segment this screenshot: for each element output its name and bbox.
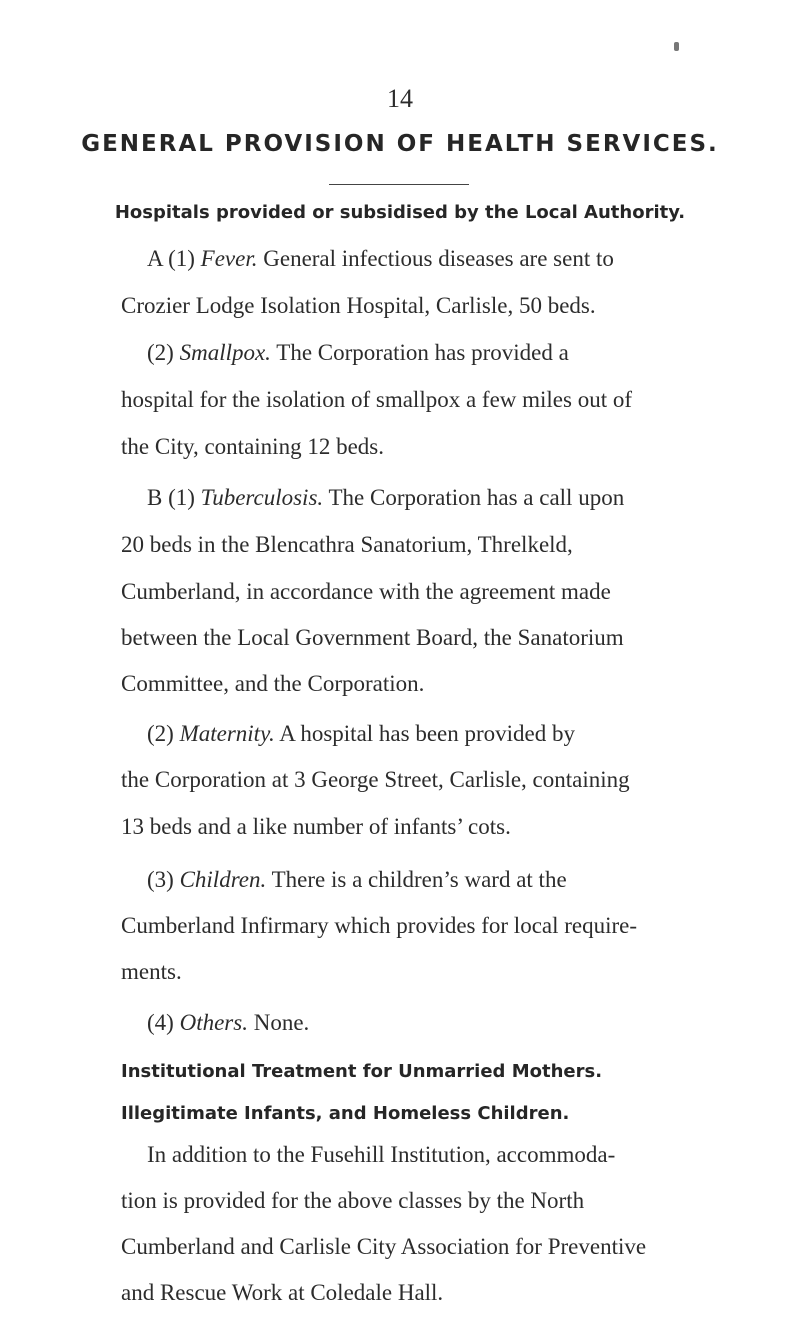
paragraph-line: 20 beds in the Blencathra Sanatorium, Threlkeld, xyxy=(121,532,573,557)
paragraph-line: Cumberland and Carlisle City Association for Preventive xyxy=(121,1234,647,1259)
paragraph-line: (2) Smallpox. The Corporation has provided a xyxy=(147,340,569,365)
section-title-institutional: Institutional Treatment for Unmarried Mothers. xyxy=(121,1061,603,1082)
section-title-illegitimate: Illegitimate Infants, and Homeless Children. xyxy=(121,1103,570,1124)
paragraph-line: between the Local Government Board, the Sanatorium xyxy=(121,625,624,650)
paragraph-line: hospital for the isolation of smallpox a few miles out of xyxy=(121,387,633,412)
paragraph-line: Committee, and the Corporation. xyxy=(121,671,425,696)
page-number: 14 xyxy=(387,84,413,113)
ink-mark xyxy=(674,42,679,51)
paragraph-line: Cumberland Infirmary which provides for local require- xyxy=(121,913,638,938)
paragraph-line: tion is provided for the above classes by the North xyxy=(121,1188,585,1213)
paragraph-line: B (1) Tuberculosis. The Corporation has a call upon xyxy=(147,485,625,510)
paragraph-line: 13 beds and a like number of infants’ cots. xyxy=(121,814,511,839)
paragraph-line: and Rescue Work at Coledale Hall. xyxy=(121,1280,444,1305)
paragraph-line: In addition to the Fusehill Institution, accommoda- xyxy=(147,1142,616,1167)
section-title-hospitals: Hospitals provided or subsidised by the Local Authority. xyxy=(114,202,686,223)
paragraph-line: (2) Maternity. A hospital has been provided by xyxy=(147,721,576,746)
paragraph-line: the Corporation at 3 George Street, Carlisle, containing xyxy=(121,767,630,792)
heading-rule xyxy=(329,184,469,185)
paragraph-line: (4) Others. None. xyxy=(147,1010,310,1035)
paragraph-line: (3) Children. There is a children’s ward at the xyxy=(147,867,567,892)
paragraph-line: Cumberland, in accordance with the agreement made xyxy=(121,579,611,604)
paragraph-line: Crozier Lodge Isolation Hospital, Carlisle, 50 beds. xyxy=(121,293,596,318)
paragraph-line: A (1) Fever. General infectious diseases are sent to xyxy=(147,246,614,271)
paragraph-line: ments. xyxy=(121,959,182,984)
page-heading: GENERAL PROVISION OF HEALTH SERVICES. xyxy=(81,131,719,157)
paragraph-line: the City, containing 12 beds. xyxy=(121,434,384,459)
